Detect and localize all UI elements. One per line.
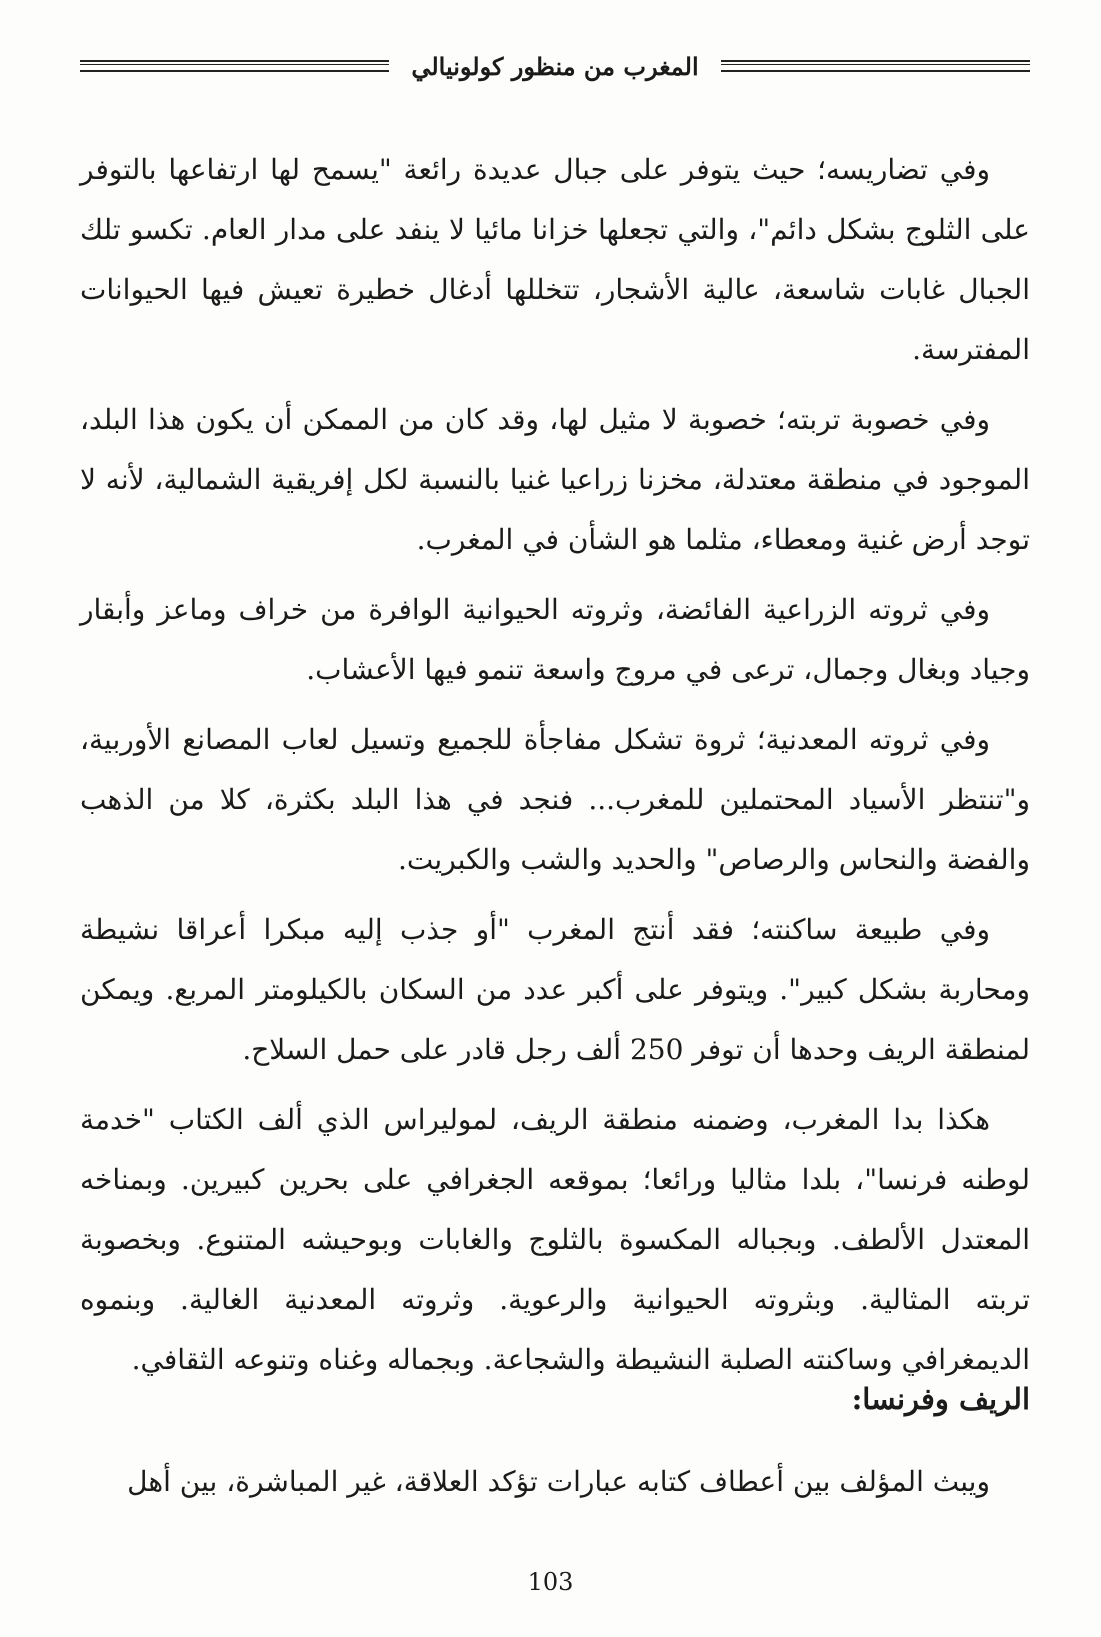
paragraph-soil: وفي خصوبة تربته؛ خصوبة لا مثيل لها، وقد كان من الممكن أن يكون هذا البلد، الموجود في منطقة معتدلة، مخزنا زراعيا غنيا بالنسبة لكل إفريقية الشمالية، لأنه لا توجد أرض غنية ومعطاء، مثلما هو الشأن في المغرب. bbox=[80, 403, 1030, 556]
page-number: 103 bbox=[527, 1568, 574, 1596]
header-rule-right bbox=[721, 60, 1030, 72]
running-header bbox=[80, 46, 1030, 86]
paragraph-minerals: وفي ثروته المعدنية؛ ثروة تشكل مفاجأة للجميع وتسيل لعاب المصانع الأوربية، و"تنتظر الأسياد المحتملين للمغرب... فنجد في هذا البلد بكثرة، كلا من الذهب والفضة والنحاس والرصاص" والحديد والشب والكبريت. bbox=[80, 723, 1030, 876]
header-rule-left bbox=[80, 60, 389, 72]
body-text bbox=[80, 140, 1030, 1400]
paragraph-agriculture: وفي ثروته الزراعية الفائضة، وثروته الحيوانية الوافرة من خراف وماعز وأبقار وجياد وبغال وجمال، ترعى في مروج واسعة تنمو فيها الأعشاب. bbox=[80, 593, 1030, 686]
section-heading: الريف وفرنسا: bbox=[851, 1382, 1030, 1416]
running-header-title: المغرب من منظور كولونيالي bbox=[411, 51, 699, 81]
paragraph-population: وفي طبيعة ساكنته؛ فقد أنتج المغرب "أو جذب إليه مبكرا أعراقا نشيطة ومحاربة بشكل كبير". ويتوفر على أكبر عدد من السكان بالكيلومتر المربع. ويمكن لمنطقة الريف وحدها أن توفر 250 ألف رجل قادر على حمل السلاح. bbox=[80, 913, 1030, 1066]
paragraph-summary: هكذا بدا المغرب، وضمنه منطقة الريف، لموليراس الذي ألف الكتاب "خدمة لوطنه فرنسا"، بلدا مثاليا ورائعا؛ بموقعه الجغرافي على بحرين كبيرين. وبمناخه المعتدل الألطف. وبجباله المكسوة بالثلوج والغابات وبوحيشه المتنوع. وبخصوبة تربته المثالية. وبثروته الحيوانية والرعوية. وثروته المعدنية الغالية. وبنموه الديمغرافي وساكنته الصلبة النشيطة والشجاعة. وبجماله وغناه وتنوعه الثقافي. bbox=[80, 1103, 1030, 1376]
paragraph-section-start: ويبث المؤلف بين أعطاف كتابه عبارات تؤكد العلاقة، غير المباشرة، بين أهل bbox=[127, 1465, 990, 1498]
paragraph-terrain: وفي تضاريسه؛ حيث يتوفر على جبال عديدة رائعة "يسمح لها ارتفاعها بالتوفر على الثلوج بشكل دائم"، والتي تجعلها خزانا مائيا لا ينفد على مدار العام. تكسو تلك الجبال غابات شاسعة، عالية الأشجار، تتخللها أدغال خطيرة تعيش فيها الحيوانات المفترسة. bbox=[80, 153, 1030, 366]
